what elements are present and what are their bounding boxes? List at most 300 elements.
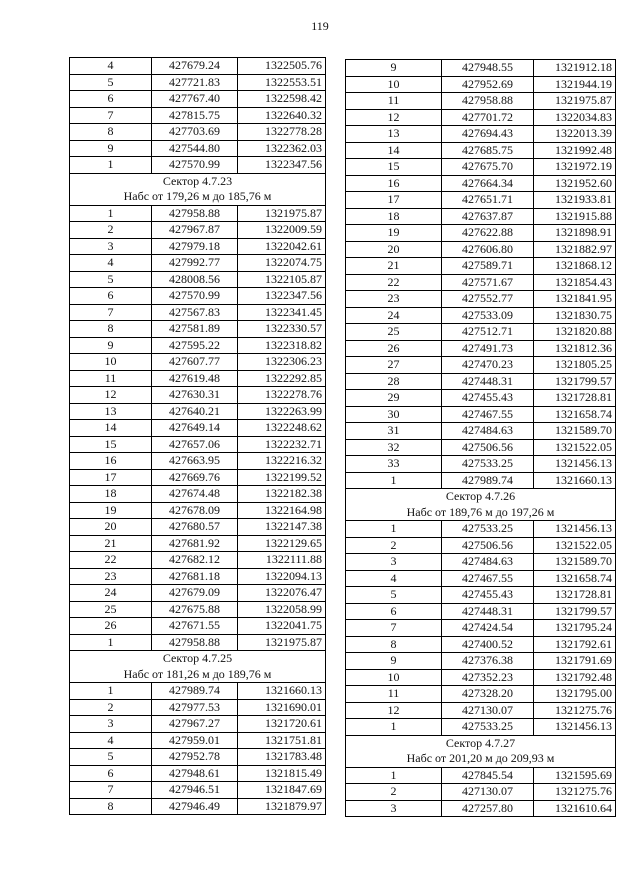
coordinate-x: 427958.88 xyxy=(152,205,238,222)
coordinate-x: 427470.23 xyxy=(442,357,534,374)
point-number: 1 xyxy=(346,472,442,489)
coordinate-x: 427448.31 xyxy=(442,603,534,620)
coordinate-y: 1321992.48 xyxy=(534,142,616,159)
coordinate-y: 1321275.76 xyxy=(534,784,616,801)
point-number: 27 xyxy=(346,357,442,374)
coordinate-y: 1321660.13 xyxy=(534,472,616,489)
coordinate-y: 1321847.69 xyxy=(238,782,326,799)
point-number: 25 xyxy=(70,601,152,618)
sector-title-row xyxy=(346,735,616,751)
point-number: 4 xyxy=(70,58,152,75)
point-number: 12 xyxy=(346,702,442,719)
coordinate-x: 427948.61 xyxy=(152,765,238,782)
coordinate-x: 427376.38 xyxy=(442,653,534,670)
coordinate-y: 1322076.47 xyxy=(238,585,326,602)
point-number: 9 xyxy=(70,140,152,157)
coordinate-x: 427467.55 xyxy=(442,570,534,587)
coordinate-y: 1321795.00 xyxy=(534,686,616,703)
coordinate-y: 1321791.69 xyxy=(534,653,616,670)
table-row xyxy=(346,324,616,341)
coordinate-y: 1321275.76 xyxy=(534,702,616,719)
coordinate-y: 1322598.42 xyxy=(238,91,326,108)
table-row xyxy=(70,699,326,716)
table-row xyxy=(346,208,616,225)
coordinate-y: 1322248.62 xyxy=(238,420,326,437)
table-row xyxy=(346,159,616,176)
sector-height-range: Набс от 181,26 м до 189,76 м xyxy=(70,667,326,683)
coordinate-y: 1321952.60 xyxy=(534,175,616,192)
coordinate-y: 1321728.81 xyxy=(534,390,616,407)
table-row xyxy=(346,669,616,686)
point-number: 11 xyxy=(346,686,442,703)
table-row xyxy=(346,373,616,390)
coordinate-y: 1321812.36 xyxy=(534,340,616,357)
table-row xyxy=(70,436,326,453)
sector-height-range: Набс от 201,20 м до 209,93 м xyxy=(346,751,616,767)
coordinate-y: 1322094.13 xyxy=(238,568,326,585)
table-row xyxy=(70,321,326,338)
coordinate-x: 427130.07 xyxy=(442,702,534,719)
coordinate-x: 427130.07 xyxy=(442,784,534,801)
table-row xyxy=(70,288,326,305)
coordinate-x: 427967.87 xyxy=(152,222,238,239)
table-row xyxy=(346,109,616,126)
coordinate-x: 427946.49 xyxy=(152,798,238,815)
table-row xyxy=(70,124,326,141)
coordinate-x: 427694.43 xyxy=(442,126,534,143)
table-row xyxy=(70,732,326,749)
coordinate-y: 1321975.87 xyxy=(238,205,326,222)
coordinate-y: 1321795.24 xyxy=(534,620,616,637)
point-number: 5 xyxy=(346,587,442,604)
table-row xyxy=(346,521,616,538)
sector-height-range-row xyxy=(346,751,616,767)
coordinate-x: 427533.25 xyxy=(442,719,534,736)
table-row xyxy=(70,535,326,552)
coordinate-x: 427606.80 xyxy=(442,241,534,258)
point-number: 20 xyxy=(346,241,442,258)
point-number: 1 xyxy=(70,634,152,651)
point-number: 6 xyxy=(70,765,152,782)
coordinate-x: 427352.23 xyxy=(442,669,534,686)
coordinate-y: 1321658.74 xyxy=(534,406,616,423)
table-row xyxy=(346,620,616,637)
coordinate-x: 427678.09 xyxy=(152,502,238,519)
table-row xyxy=(346,686,616,703)
coordinate-y: 1321830.75 xyxy=(534,307,616,324)
coordinate-y: 1322341.45 xyxy=(238,304,326,321)
coordinate-y: 1321854.43 xyxy=(534,274,616,291)
coordinate-x: 427491.73 xyxy=(442,340,534,357)
coordinate-y: 1322074.75 xyxy=(238,255,326,272)
table-row xyxy=(346,60,616,77)
coordinate-x: 427979.18 xyxy=(152,238,238,255)
coordinate-x: 427630.31 xyxy=(152,387,238,404)
coordinate-x: 427674.48 xyxy=(152,486,238,503)
table-row xyxy=(70,683,326,700)
coordinate-y: 1321728.81 xyxy=(534,587,616,604)
point-number: 28 xyxy=(346,373,442,390)
coordinate-y: 1321792.48 xyxy=(534,669,616,686)
table-row xyxy=(70,519,326,536)
coordinate-y: 1321975.87 xyxy=(238,634,326,651)
coordinate-x: 427682.12 xyxy=(152,552,238,569)
coordinate-x: 427484.63 xyxy=(442,554,534,571)
point-number: 2 xyxy=(70,222,152,239)
coordinate-y: 1321720.61 xyxy=(238,716,326,733)
point-number: 22 xyxy=(346,274,442,291)
coordinate-x: 427567.83 xyxy=(152,304,238,321)
point-number: 7 xyxy=(70,107,152,124)
coordinate-x: 427484.63 xyxy=(442,423,534,440)
point-number: 21 xyxy=(70,535,152,552)
table-row xyxy=(70,74,326,91)
coordinate-x: 427958.88 xyxy=(442,93,534,110)
table-row xyxy=(346,241,616,258)
point-number: 23 xyxy=(70,568,152,585)
point-number: 1 xyxy=(346,521,442,538)
coordinate-x: 427544.80 xyxy=(152,140,238,157)
point-number: 10 xyxy=(70,354,152,371)
coordinate-x: 427581.89 xyxy=(152,321,238,338)
table-row xyxy=(70,716,326,733)
sector-title-row xyxy=(70,173,326,189)
point-number: 12 xyxy=(346,109,442,126)
point-number: 6 xyxy=(70,288,152,305)
coordinate-x: 427570.99 xyxy=(152,288,238,305)
point-number: 19 xyxy=(346,225,442,242)
sector-title: Сектор 4.7.26 xyxy=(346,489,616,505)
coordinate-y: 1322232.71 xyxy=(238,436,326,453)
table-row xyxy=(70,354,326,371)
coordinate-y: 1322182.38 xyxy=(238,486,326,503)
coordinate-x: 427607.77 xyxy=(152,354,238,371)
coordinate-y: 1321690.01 xyxy=(238,699,326,716)
coordinate-x: 427622.88 xyxy=(442,225,534,242)
table-row xyxy=(346,142,616,159)
point-number: 26 xyxy=(70,618,152,635)
coordinate-y: 1322505.76 xyxy=(238,58,326,75)
point-number: 20 xyxy=(70,519,152,536)
coordinate-y: 1321882.97 xyxy=(534,241,616,258)
coordinate-x: 427679.24 xyxy=(152,58,238,75)
coordinate-y: 1321610.64 xyxy=(534,800,616,817)
point-number: 22 xyxy=(70,552,152,569)
point-number: 6 xyxy=(70,91,152,108)
coordinate-y: 1322263.99 xyxy=(238,403,326,420)
coordinate-y: 1322318.82 xyxy=(238,337,326,354)
table-row xyxy=(346,636,616,653)
coordinate-x: 427455.43 xyxy=(442,587,534,604)
coordinate-x: 427448.31 xyxy=(442,373,534,390)
table-row xyxy=(346,93,616,110)
point-number: 3 xyxy=(346,554,442,571)
coordinate-x: 427845.54 xyxy=(442,767,534,784)
coordinate-x: 427946.51 xyxy=(152,782,238,799)
table-row xyxy=(70,469,326,486)
point-number: 5 xyxy=(70,74,152,91)
table-row xyxy=(346,719,616,736)
coordinate-y: 1322347.56 xyxy=(238,157,326,174)
point-number: 8 xyxy=(70,124,152,141)
coordinate-x: 427948.55 xyxy=(442,60,534,77)
coordinate-y: 1322111.88 xyxy=(238,552,326,569)
point-number: 14 xyxy=(70,420,152,437)
coordinate-y: 1321783.48 xyxy=(238,749,326,766)
point-number: 10 xyxy=(346,669,442,686)
coordinate-y: 1322330.57 xyxy=(238,321,326,338)
point-number: 7 xyxy=(70,782,152,799)
point-number: 4 xyxy=(346,570,442,587)
point-number: 1 xyxy=(70,683,152,700)
coordinate-y: 1322105.87 xyxy=(238,271,326,288)
coordinate-y: 1322278.76 xyxy=(238,387,326,404)
coordinate-x: 427992.77 xyxy=(152,255,238,272)
table-row xyxy=(346,800,616,817)
point-number: 18 xyxy=(346,208,442,225)
point-number: 17 xyxy=(346,192,442,209)
table-row xyxy=(346,357,616,374)
coordinate-x: 427967.27 xyxy=(152,716,238,733)
point-number: 30 xyxy=(346,406,442,423)
point-number: 13 xyxy=(70,403,152,420)
table-row xyxy=(346,554,616,571)
coordinate-y: 1322009.59 xyxy=(238,222,326,239)
coordinate-x: 427681.18 xyxy=(152,568,238,585)
coordinate-y: 1321792.61 xyxy=(534,636,616,653)
point-number: 3 xyxy=(70,238,152,255)
coordinate-x: 427675.88 xyxy=(152,601,238,618)
coordinate-y: 1321589.70 xyxy=(534,554,616,571)
table-row xyxy=(70,271,326,288)
coordinate-y: 1321595.69 xyxy=(534,767,616,784)
point-number: 13 xyxy=(346,126,442,143)
table-row xyxy=(70,58,326,75)
point-number: 11 xyxy=(346,93,442,110)
point-number: 4 xyxy=(70,255,152,272)
table-row xyxy=(70,601,326,618)
table-row xyxy=(70,370,326,387)
table-row xyxy=(70,782,326,799)
coordinate-y: 1321522.05 xyxy=(534,439,616,456)
table-row xyxy=(70,107,326,124)
coordinate-x: 427595.22 xyxy=(152,337,238,354)
point-number: 2 xyxy=(346,537,442,554)
coordinate-y: 1321522.05 xyxy=(534,537,616,554)
page-number: 119 xyxy=(311,19,329,33)
coordinate-x: 427685.75 xyxy=(442,142,534,159)
coordinate-x: 427533.25 xyxy=(442,456,534,473)
coordinate-y: 1322216.32 xyxy=(238,453,326,470)
table-row xyxy=(346,340,616,357)
point-number: 18 xyxy=(70,486,152,503)
coordinate-x: 428008.56 xyxy=(152,271,238,288)
coordinate-x: 427952.78 xyxy=(152,749,238,766)
sector-title: Сектор 4.7.25 xyxy=(70,651,326,667)
point-number: 5 xyxy=(70,271,152,288)
sector-title: Сектор 4.7.27 xyxy=(346,735,616,751)
table-row xyxy=(346,767,616,784)
sector-height-range: Набс от 179,26 м до 185,76 м xyxy=(70,189,326,205)
coordinate-x: 427703.69 xyxy=(152,124,238,141)
table-row xyxy=(70,618,326,635)
point-number: 3 xyxy=(346,800,442,817)
coordinate-x: 427815.75 xyxy=(152,107,238,124)
table-row xyxy=(70,304,326,321)
coordinate-x: 427533.25 xyxy=(442,521,534,538)
point-number: 14 xyxy=(346,142,442,159)
point-number: 1 xyxy=(70,157,152,174)
table-row xyxy=(70,765,326,782)
point-number: 9 xyxy=(346,653,442,670)
point-number: 15 xyxy=(346,159,442,176)
table-row xyxy=(70,91,326,108)
coordinate-x: 427958.88 xyxy=(152,634,238,651)
coordinate-x: 427679.09 xyxy=(152,585,238,602)
coordinate-x: 427701.72 xyxy=(442,109,534,126)
table-row xyxy=(70,420,326,437)
table-row xyxy=(70,238,326,255)
table-row xyxy=(346,587,616,604)
coordinate-y: 1321589.70 xyxy=(534,423,616,440)
table-row xyxy=(346,76,616,93)
point-number: 2 xyxy=(346,784,442,801)
coordinate-y: 1321841.95 xyxy=(534,291,616,308)
coordinate-y: 1321972.19 xyxy=(534,159,616,176)
coordinate-y: 1322013.39 xyxy=(534,126,616,143)
coordinate-y: 1321912.18 xyxy=(534,60,616,77)
coordinate-x: 427767.40 xyxy=(152,91,238,108)
table-row xyxy=(346,390,616,407)
coordinate-x: 427952.69 xyxy=(442,76,534,93)
table-row xyxy=(70,634,326,651)
coordinate-x: 427664.34 xyxy=(442,175,534,192)
point-number: 7 xyxy=(346,620,442,637)
coordinate-y: 1322042.61 xyxy=(238,238,326,255)
coordinate-x: 427989.74 xyxy=(442,472,534,489)
point-number: 29 xyxy=(346,390,442,407)
coordinate-x: 427959.01 xyxy=(152,732,238,749)
coordinate-x: 427328.20 xyxy=(442,686,534,703)
point-number: 9 xyxy=(70,337,152,354)
table-row xyxy=(346,653,616,670)
coordinate-y: 1322306.23 xyxy=(238,354,326,371)
point-number: 19 xyxy=(70,502,152,519)
coordinate-y: 1322640.32 xyxy=(238,107,326,124)
coordinate-y: 1322058.99 xyxy=(238,601,326,618)
coordinate-x: 427571.67 xyxy=(442,274,534,291)
coordinate-x: 427671.55 xyxy=(152,618,238,635)
coordinate-x: 427680.57 xyxy=(152,519,238,536)
coordinate-x: 427400.52 xyxy=(442,636,534,653)
coordinate-y: 1321820.88 xyxy=(534,324,616,341)
table-row xyxy=(346,274,616,291)
table-row xyxy=(70,337,326,354)
coordinate-x: 427721.83 xyxy=(152,74,238,91)
right-coordinates-table xyxy=(345,59,616,817)
sector-height-range: Набс от 189,76 м до 197,26 м xyxy=(346,505,616,521)
point-number: 21 xyxy=(346,258,442,275)
coordinate-y: 1322553.51 xyxy=(238,74,326,91)
coordinate-x: 427570.99 xyxy=(152,157,238,174)
table-row xyxy=(70,749,326,766)
point-number: 33 xyxy=(346,456,442,473)
point-number: 26 xyxy=(346,340,442,357)
table-row xyxy=(346,406,616,423)
coordinate-y: 1321898.91 xyxy=(534,225,616,242)
point-number: 24 xyxy=(70,585,152,602)
coordinate-x: 427455.43 xyxy=(442,390,534,407)
coordinate-x: 427637.87 xyxy=(442,208,534,225)
point-number: 9 xyxy=(346,60,442,77)
point-number: 3 xyxy=(70,716,152,733)
table-row xyxy=(70,387,326,404)
table-row xyxy=(346,175,616,192)
point-number: 17 xyxy=(70,469,152,486)
point-number: 32 xyxy=(346,439,442,456)
point-number: 5 xyxy=(70,749,152,766)
coordinate-x: 427640.21 xyxy=(152,403,238,420)
coordinate-y: 1321799.57 xyxy=(534,373,616,390)
sector-title-row xyxy=(346,489,616,505)
coordinate-y: 1321815.49 xyxy=(238,765,326,782)
table-row xyxy=(70,453,326,470)
table-row xyxy=(70,486,326,503)
table-row xyxy=(346,192,616,209)
point-number: 15 xyxy=(70,436,152,453)
point-number: 10 xyxy=(346,76,442,93)
coordinate-x: 427552.77 xyxy=(442,291,534,308)
table-row xyxy=(346,225,616,242)
coordinate-y: 1322164.98 xyxy=(238,502,326,519)
coordinate-y: 1321879.97 xyxy=(238,798,326,815)
table-row xyxy=(346,126,616,143)
coordinate-y: 1321805.25 xyxy=(534,357,616,374)
coordinate-y: 1321975.87 xyxy=(534,93,616,110)
coordinate-x: 427424.54 xyxy=(442,620,534,637)
table-row xyxy=(346,291,616,308)
coordinate-y: 1321658.74 xyxy=(534,570,616,587)
sector-height-range-row xyxy=(70,667,326,683)
table-row xyxy=(70,568,326,585)
table-row xyxy=(70,798,326,815)
point-number: 23 xyxy=(346,291,442,308)
left-coordinates-table xyxy=(69,57,326,815)
coordinate-x: 427651.71 xyxy=(442,192,534,209)
sector-title-row xyxy=(70,651,326,667)
coordinate-x: 427619.48 xyxy=(152,370,238,387)
coordinate-x: 427681.92 xyxy=(152,535,238,552)
coordinate-x: 427533.09 xyxy=(442,307,534,324)
table-row xyxy=(70,157,326,174)
coordinate-y: 1322129.65 xyxy=(238,535,326,552)
coordinate-y: 1322292.85 xyxy=(238,370,326,387)
coordinate-y: 1321456.13 xyxy=(534,456,616,473)
coordinate-y: 1322147.38 xyxy=(238,519,326,536)
table-row xyxy=(346,472,616,489)
coordinate-x: 427657.06 xyxy=(152,436,238,453)
point-number: 16 xyxy=(346,175,442,192)
table-row xyxy=(70,502,326,519)
point-number: 7 xyxy=(70,304,152,321)
coordinate-x: 427506.56 xyxy=(442,439,534,456)
coordinate-y: 1322347.56 xyxy=(238,288,326,305)
coordinate-y: 1321933.81 xyxy=(534,192,616,209)
table-row xyxy=(346,702,616,719)
point-number: 25 xyxy=(346,324,442,341)
coordinate-y: 1322778.28 xyxy=(238,124,326,141)
table-row xyxy=(346,307,616,324)
